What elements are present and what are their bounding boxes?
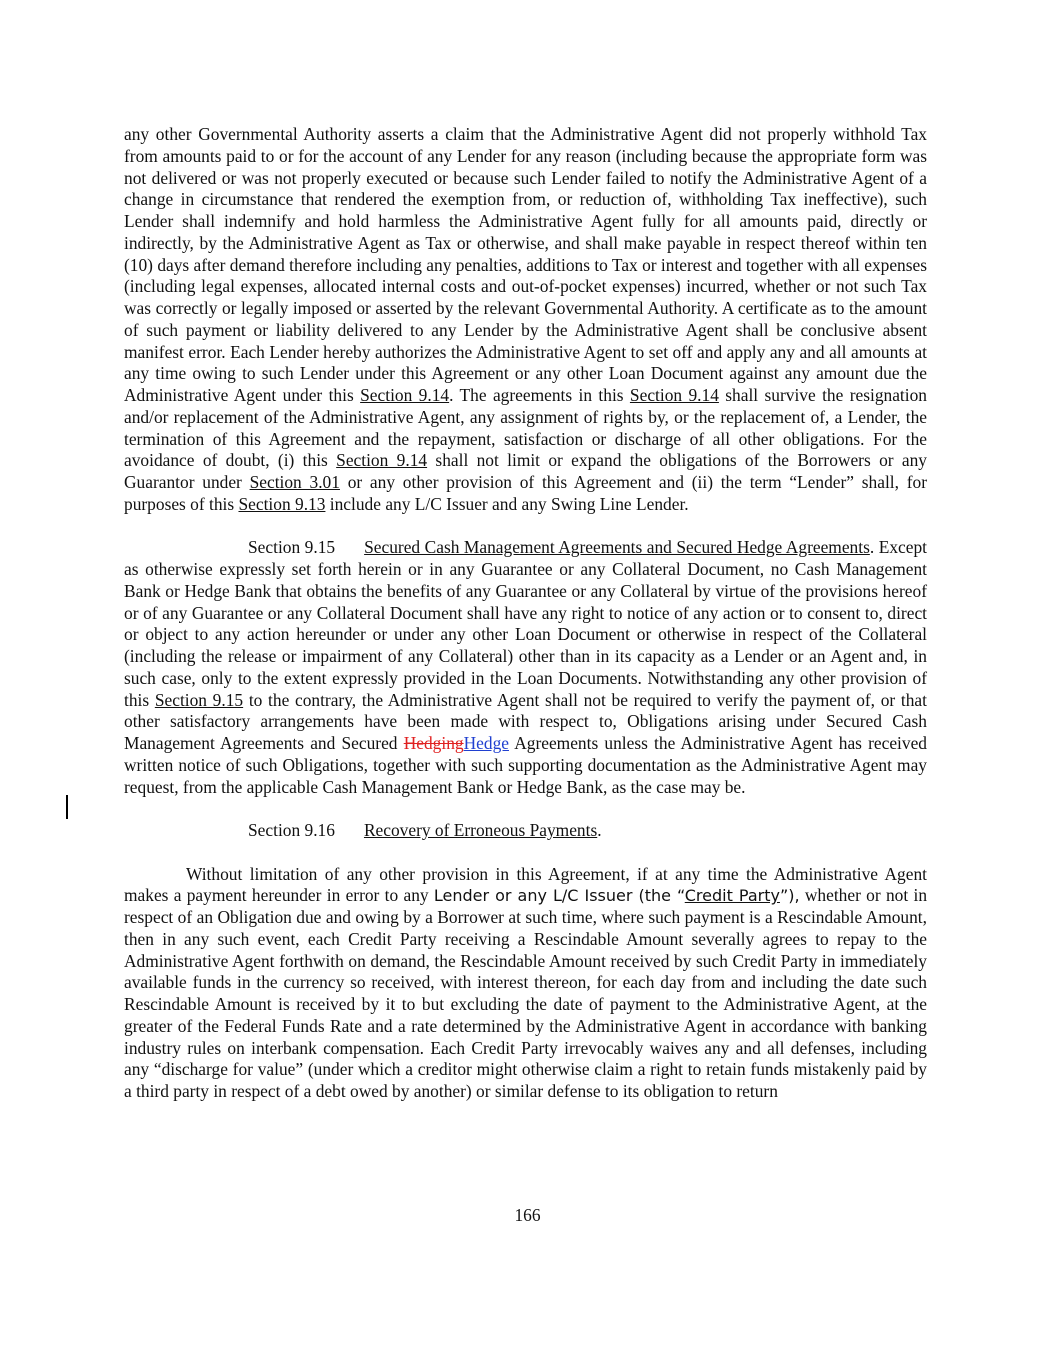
paragraph-text: whether or not in respect of an Obligation due and owing by a Borrower at such time, where such payment is a Rescindable Amount, then in any such event, each Credit Party receiving a Rescindable Amount severally agrees to repay to the Administrative Agent forthwith on demand, the Rescindable Amount received by such Credit Party in immediately available funds in the currency so received, with interest thereon, for each day from and including the date such Rescindable Amount is received by it to but excluding the date of payment to the Administrative Agent, at the greater of the Federal Funds Rate and a rate determined by the Administrative Agent in accordance with banking industry rules on interbank compensation. Each Credit Party irrevocably waives any and all defenses, including any “discharge for value” (under which a creditor might otherwise claim a right to retain funds mistakenly paid by a third party in respect of a debt owed by another) or similar defense to its obligation to return [124, 885, 928, 1101]
section-title-punct: . [869, 537, 875, 558]
section-title: Secured Cash Management Agreements and Secured Hedge Agreements [364, 537, 870, 558]
paragraph-text: . The agreements in this [449, 385, 630, 405]
paragraph-text: shall survive the resignation and/or replacement of the Administrative Agent, any assignment of rights by, or the replacement of, a Lender, the termination of this Agreement and the repayment, satisfaction or discharge of all other obligations. For the avoidance of doubt, (i) this [124, 385, 927, 471]
paragraph-text: to the contrary, the Administrative Agent shall not be required to verify the payment of, or that other satisfactory arrangements have been made with respect to, Obligations arising under Secured Cash Management Agreements and Secured [124, 689, 927, 753]
section-title-punct: . [597, 820, 602, 840]
section-9-16-body [124, 864, 927, 1103]
inserted-text: Hedge [463, 733, 509, 753]
section-number: Section 9.15 [248, 537, 336, 558]
section-9-15 [124, 537, 927, 798]
section-reference: Section 9.15 [154, 689, 244, 710]
paragraph-text: shall not limit or expand the obligations of the Borrowers or any Guarantor under [124, 450, 927, 492]
section-reference: Section 9.14 [336, 450, 428, 471]
paragraph-text: any other Governmental Authority asserts a claim that the Administrative Agent did not properly withhold Tax from amounts paid to or for the account of any Lender for any reason (including because the appropriate form was not delivered or was not properly executed or because such Lender failed to notify the Administrative Agent of a change in circumstance that rendered the exemption from, or reduction of, withholding Tax ineffective), such Lender shall indemnify and hold harmless the Administrative Agent fully for all amounts paid, directly or indirectly, by the Administrative Agent as Tax or otherwise, and shall make payable in respect thereof within ten (10) days after demand therefore including any penalties, additions to Tax or interest and together with all expenses (including legal expenses, allocated internal costs and out-of-pocket expenses) incurred, whether or not such Tax was correctly or legally imposed or asserted by the relevant Governmental Authority. A certificate as to the amount of such payment or liability delivered to any Lender by the Administrative Agent shall be conclusive absent manifest error. Each Lender hereby authorizes the Administrative Agent to set off and apply any and all amounts at any time owing to such Lender under this Agreement or any other Loan Document against any amount due the Administrative Agent under this [124, 124, 928, 405]
section-reference: Section 3.01 [249, 472, 340, 492]
section-title: Recovery of Erroneous Payments [363, 820, 598, 840]
paragraph-indemnification [124, 124, 927, 516]
section-reference: Section 9.14 [360, 385, 450, 405]
paragraph-text: include any L/C Issuer and any Swing Line Lender. [325, 493, 689, 514]
paragraph-text: ”), [779, 886, 800, 906]
change-bar [66, 795, 68, 819]
document-page [124, 124, 927, 1103]
section-reference: Section 9.13 [238, 493, 326, 514]
page-number: 166 [514, 1205, 541, 1225]
paragraph-text: Without limitation of any other provision in this Agreement, if at any time the Administrative Agent makes a payment hereunder in error to any [124, 863, 927, 906]
section-9-16-heading [124, 820, 927, 842]
paragraph-text: Agreements unless the Administrative Agent has received written notice of such Obligations, together with such supporting documentation as the Administrative Agent may request, from the applicable Cash Management Bank or Hedge Bank, as the case may be. [124, 733, 927, 797]
paragraph-text: Except as otherwise expressly set forth herein or in any Guarantee or any Collateral Document, no Cash Management Bank or Hedge Bank that obtains the benefits of any Guarantee or any Collateral by virtue of the provisions hereof or of any Guarantee or any Collateral Document shall have any right to notice of any action or to consent to, direct or object to any action hereunder or under any other Loan Document or otherwise in respect of the Collateral (including the release or impairment of any Collateral) other than in its capacity as a Lender or an Agent and, in such case, only to the extent expressly provided in the Loan Documents. Notwithstanding any other provision of this [124, 537, 927, 710]
deleted-text: Hedging [403, 733, 464, 753]
section-number: Section 9.16 [248, 820, 335, 840]
paragraph-text: Lender or any L/C Issuer (the “ [433, 886, 685, 906]
defined-term: Credit Party [684, 886, 780, 906]
paragraph-text: or any other provision of this Agreement and (ii) the term “Lender” shall, for purposes of this [124, 472, 927, 514]
section-reference: Section 9.14 [629, 385, 719, 405]
